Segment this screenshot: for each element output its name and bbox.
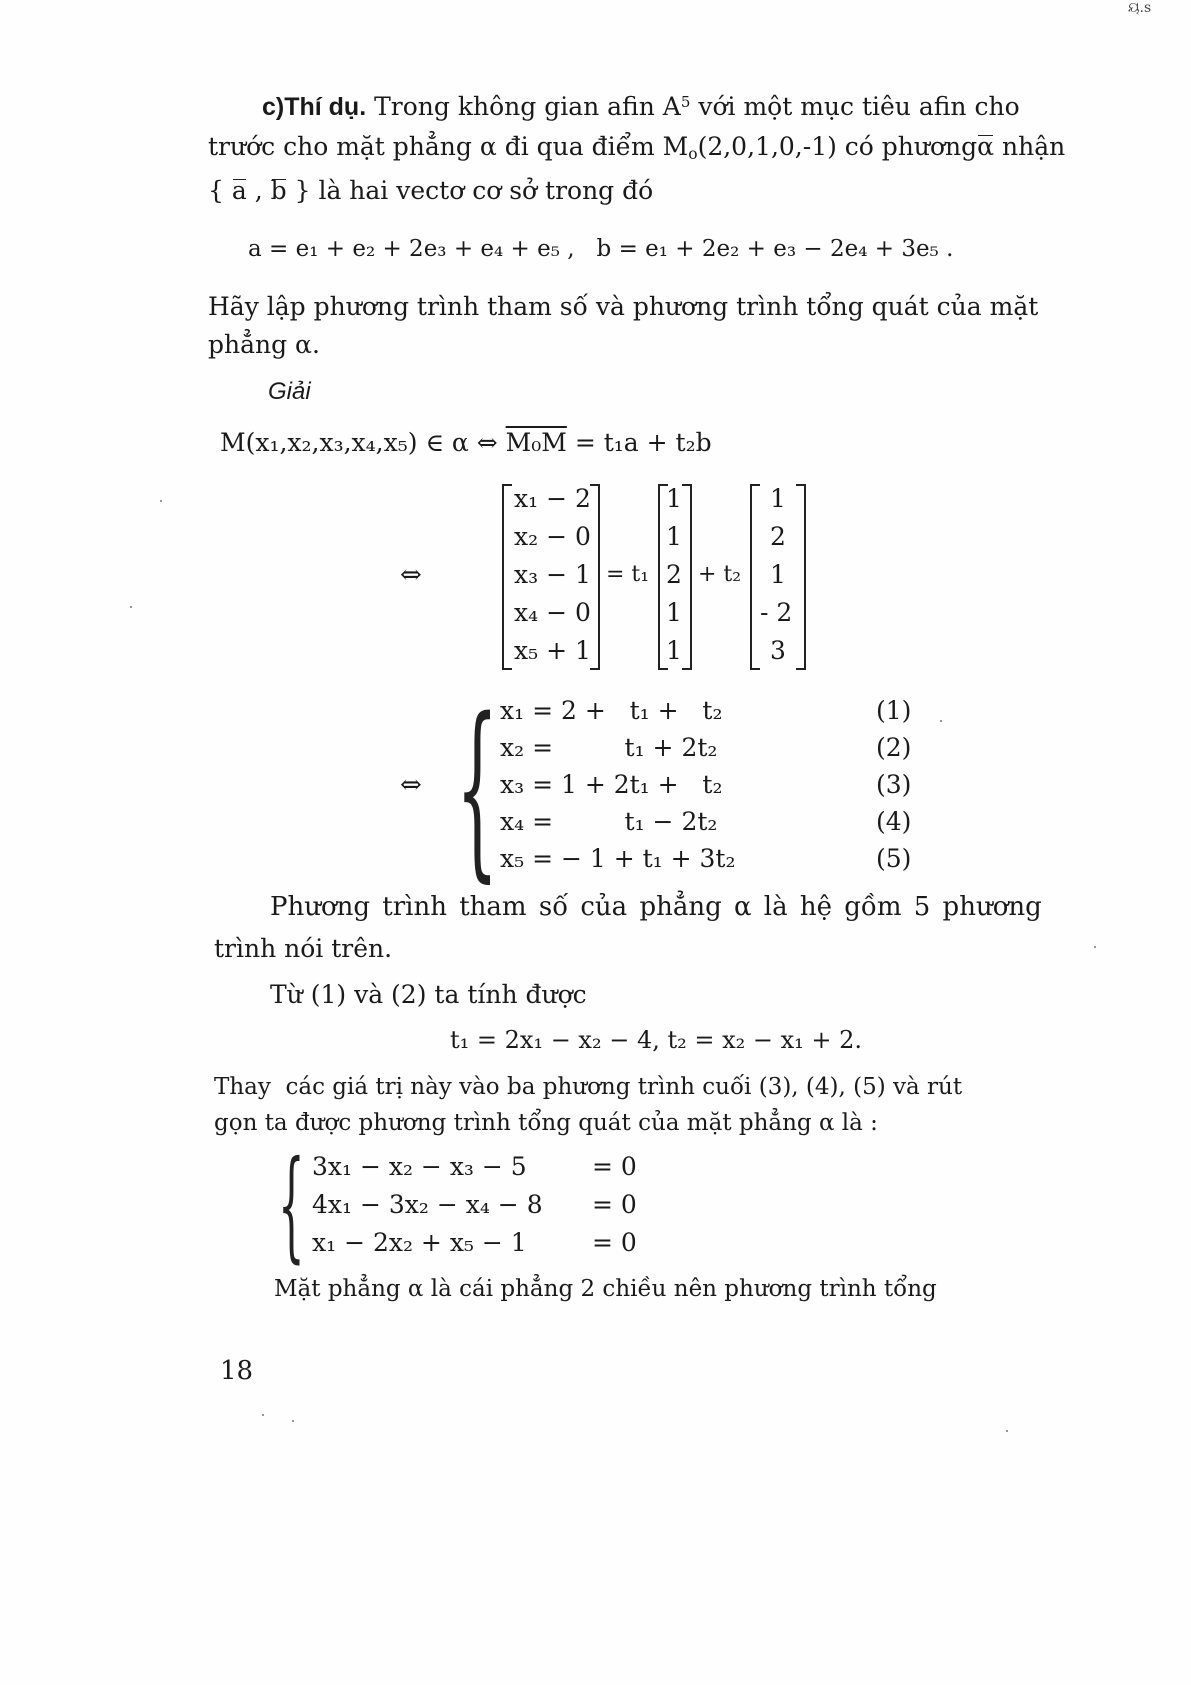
matrix-x-cell: x₃ − 1 [514,560,591,589]
m0-subscript: o [688,144,698,163]
general-equation-rhs: = 0 [592,1190,637,1219]
intro-text-1: Trong không gian afin A [374,92,681,121]
matrix-a-cell: 2 [666,560,682,589]
membership-lhs: M(x₁,x₂,x₃,x₄,x₅) ∈ α ⇔ [220,428,498,457]
param-system-brace: { [456,678,499,899]
matrix-b-left-bracket [750,484,760,670]
param-label: (2) [876,733,912,762]
param-label: (5) [876,844,912,873]
matrix-equals-t1: = t₁ [606,562,650,587]
scan-speck [262,1414,264,1416]
example-heading: c)Thí dụ. [262,93,367,121]
vector-a-definition: a = e₁ + e₂ + 2e₃ + e₄ + e₅ , [248,236,575,262]
param-equation: x₁ = 2 + t₁ + t₂ [500,696,723,725]
alpha-vector: α [977,132,995,161]
general-system-brace: { [278,1136,305,1275]
t-solution: t₁ = 2x₁ − x₂ − 4, t₂ = x₂ − x₁ + 2. [450,1026,863,1054]
intro-text-3: } là hai vectơ cơ sở trong đó [294,176,654,205]
scan-speck [1094,946,1096,948]
membership-equation [220,428,712,457]
param-equation: x₃ = 1 + 2t₁ + t₂ [500,770,723,799]
matrix-plus-t2: + t₂ [698,562,742,587]
para1-line-1: Phương trình tham số của phẳng α là hệ gồm 5 phương [270,892,1042,922]
param-label: (3) [876,770,912,799]
matrix-a-cell: 1 [666,636,682,665]
param-equation: x₂ = t₁ + 2t₂ [500,733,718,762]
vector-a: a [231,176,247,205]
scan-speck [292,1420,294,1422]
page-number: 18 [220,1356,254,1386]
intro-line-3: { a , b } là hai vectơ cơ sở trong đó [208,176,654,205]
matrix-b-cell: 3 [770,636,786,665]
matrix-x-cell: x₂ − 0 [514,522,591,551]
matrix-x-cell: x₄ − 0 [514,598,591,627]
vector-b-definition: b = e₁ + 2e₂ + e₃ − 2e₄ + 3e₅ . [596,236,954,262]
scan-speck [1006,1430,1008,1432]
para1-line-2: trình nói trên. [214,934,393,963]
brace-open: { [208,176,224,205]
matrix-a-cell: 1 [666,484,682,513]
intro-text-1-rest: với một mục tiêu afin cho [698,92,1020,121]
matrix-x-cell: x₅ + 1 [514,636,591,665]
general-equation-lhs: x₁ − 2x₂ + x₅ − 1 [312,1228,527,1257]
param-label: (1) [876,696,912,725]
task-line-2: phẳng α. [208,330,320,359]
matrix-iff: ⇔ [400,560,422,590]
intro-text-2-end: nhận [1002,132,1066,161]
general-equation-rhs: = 0 [592,1228,637,1257]
intro-text-2: trước cho mặt phẳng α đi qua điểm M [208,132,689,161]
matrix-b-cell: 2 [770,522,786,551]
param-label: (4) [876,807,912,836]
solution-label: Giải [268,378,311,405]
matrix-b-cell: 1 [770,484,786,513]
intro-coords: (2,0,1,0,-1) có phương [697,132,978,161]
param-system-iff: ⇔ [400,770,422,800]
para3-line-1: Thay các giá trị này vào ba phương trình cuối (3), (4), (5) và rút [214,1074,963,1100]
membership-rhs: = t₁a + t₂b [574,428,712,457]
matrix-x-cell: x₁ − 2 [514,484,591,513]
general-equation-lhs: 3x₁ − x₂ − x₃ − 5 [312,1152,527,1181]
scan-speck [130,606,132,608]
vector-definitions [248,236,953,262]
param-equation: x₄ = t₁ − 2t₂ [500,807,718,836]
matrix-x-right-bracket [590,484,600,670]
matrix-b-cell: 1 [770,560,786,589]
matrix-a-cell: 1 [666,598,682,627]
matrix-a-right-bracket [682,484,692,670]
scan-speck [940,720,942,722]
matrix-x-left-bracket [502,484,512,670]
param-equation: x₅ = − 1 + t₁ + 3t₂ [500,844,736,873]
scan-speck [160,500,162,502]
matrix-b-right-bracket [796,484,806,670]
m0m-vector: M₀M [505,428,567,457]
para4: Mặt phẳng α là cái phẳng 2 chiều nên phương trình tổng [274,1276,937,1302]
matrix-a-cell: 1 [666,522,682,551]
vector-b: b [270,176,287,205]
matrix-b-cell: - 2 [760,598,793,627]
para3-line-2: gọn ta được phương trình tổng quát của mặt phẳng α là : [214,1110,878,1136]
intro-line-1 [262,92,1020,122]
general-equation-lhs: 4x₁ − 3x₂ − x₄ − 8 [312,1190,543,1219]
corner-mark: ୟ.s [1128,0,1152,16]
space-dimension: 5 [680,92,691,111]
general-equation-rhs: = 0 [592,1152,637,1181]
intro-line-2 [208,132,1065,161]
task-line-1: Hãy lập phương trình tham số và phương trình tổng quát của mặt [208,292,1039,321]
para2: Từ (1) và (2) ta tính được [270,980,587,1009]
